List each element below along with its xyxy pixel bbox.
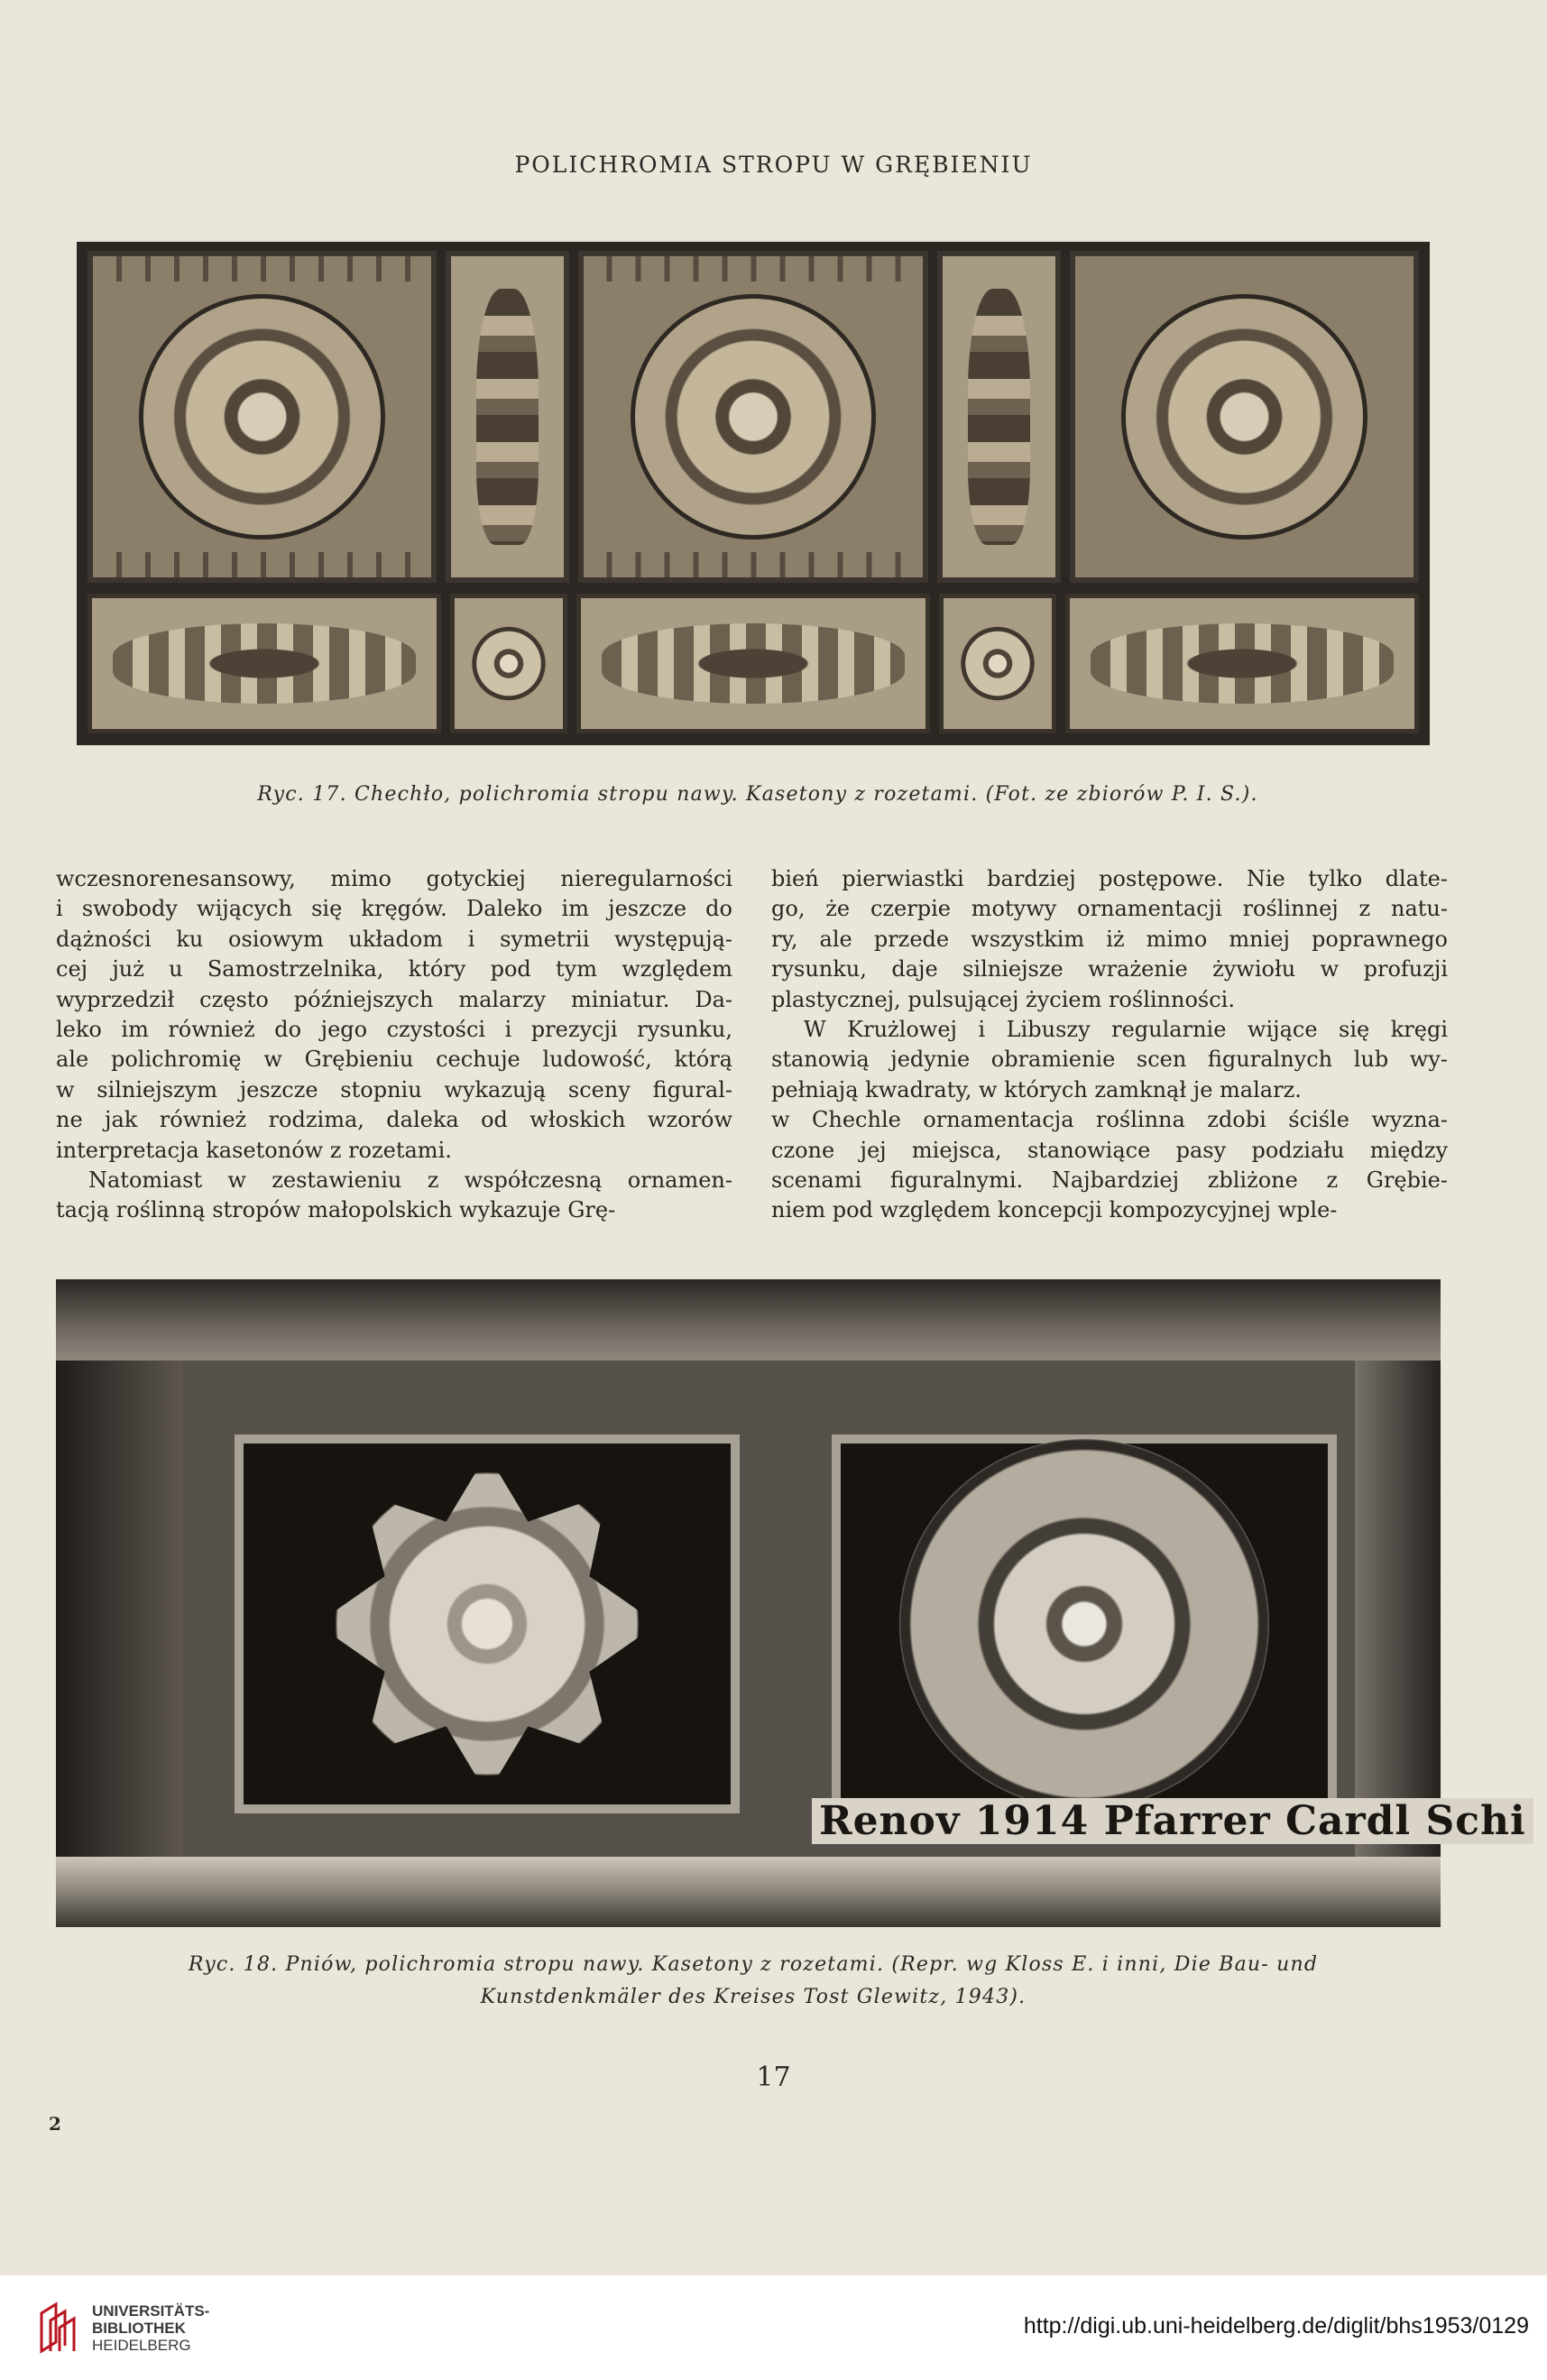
coffer-vertical-motif xyxy=(446,251,569,583)
figure-18-photo xyxy=(56,1279,1526,1927)
text-line: wczesnorenesansowy, mimo gotyckiej nieregularności xyxy=(56,866,732,891)
text-line: ale polichromię w Grębieniu cechuje ludowość, którą xyxy=(56,1047,732,1073)
rosette-ornament xyxy=(139,294,385,540)
text-line: bień pierwiastki bardziej postępowe. Nie tylko dlate- xyxy=(771,866,1448,891)
coffer-vertical-motif xyxy=(937,251,1061,583)
flower-rosette-ornament xyxy=(899,1439,1269,1809)
vine-ornament xyxy=(602,623,905,705)
small-rosette-ornament xyxy=(470,624,548,702)
text-line: cej już u Samostrzelnika, który pod tym względem xyxy=(56,956,732,982)
plant-motif xyxy=(968,289,1030,546)
library-footer xyxy=(0,2275,1547,2380)
vine-ornament xyxy=(1091,623,1394,705)
star-rosette-ornament xyxy=(317,1453,658,1794)
ceiling-beam-top xyxy=(56,1279,1441,1361)
text-line: niem pod względem koncepcji kompozycyjnej wple- xyxy=(771,1197,1338,1223)
figure-18-caption-line-2: Kunstdenkmäler des Kreises Tost Glewitz, 1943). xyxy=(480,1986,1027,2008)
coffer-panel-right xyxy=(832,1434,1337,1813)
ceiling-edge-right xyxy=(1355,1361,1441,1857)
page-number: 17 xyxy=(756,2062,791,2093)
text-line: pełniają kwadraty, w których zamknął je malarz. xyxy=(771,1076,1302,1102)
running-head: POLICHROMIA STROPU W GRĘBIENIU xyxy=(514,152,1033,178)
small-rosette-ornament xyxy=(959,624,1036,702)
text-line: go, że czerpie motywy ornamentacji roślinnej z natu- xyxy=(771,896,1448,922)
text-line: interpretacja kasetonów z rozetami. xyxy=(56,1137,452,1163)
coffer-row-bottom xyxy=(87,594,1419,733)
coffer-panel-left xyxy=(235,1434,740,1813)
text-line: plastycznej, pulsującej życiem roślinności. xyxy=(771,986,1235,1012)
text-line: scenami figuralnymi. Najbardziej zbliżone z Grębie- xyxy=(771,1167,1448,1194)
logo-line-1: UNIVERSITÄTS- xyxy=(92,2302,210,2320)
text-line: tacją roślinną stropów małopolskich wykazuje Grę- xyxy=(56,1197,616,1223)
body-column-left xyxy=(56,864,732,1226)
figure-17-caption: Ryc. 17. Chechło, polichromia stropu nawy. Kasetony z rozetami. (Fot. ze zbiorów P. I. S.). xyxy=(257,783,1258,806)
library-logo-text xyxy=(92,2302,209,2354)
figure-18-caption xyxy=(63,1949,1443,2014)
plant-motif xyxy=(476,289,539,546)
text-line: i swobody wijących się kręgów. Daleko im jeszcze do xyxy=(56,896,732,922)
rosette-ornament xyxy=(631,294,877,540)
coffer-vine xyxy=(87,594,441,733)
logo-line-2: BIBLIOTHEK xyxy=(92,2320,186,2337)
text-line: rysunku, daje silniejsze wrażenie żywiołu w profuzji xyxy=(771,956,1448,982)
painted-inscription: Renov 1914 Pfarrer Cardl Schi xyxy=(812,1798,1533,1844)
body-column-right xyxy=(771,864,1448,1226)
text-line: w Chechle ornamentacja roślinna zdobi ściśle wyzna- xyxy=(771,1107,1448,1133)
logo-line-3: HEIDELBERG xyxy=(92,2337,191,2354)
text-line: leko im również do jego czystości i prezycji rysunku, xyxy=(56,1017,732,1043)
text-line: ne jak również rodzima, daleka od włoskich wzorów xyxy=(56,1107,732,1133)
text-line: czone jej miejsca, stanowiące pasy podziału między xyxy=(771,1137,1448,1163)
vine-ornament xyxy=(113,623,416,705)
text-line: dążności ku osiowym układom i symetrii występują- xyxy=(56,926,732,952)
ceiling-edge-left xyxy=(56,1361,182,1857)
source-url-link[interactable]: http://digi.ub.uni-heidelberg.de/diglit/bhs1953/0129 xyxy=(1023,2313,1529,2338)
figure-17-photo xyxy=(77,242,1430,745)
text-line: wyprzedził często późniejszych malarzy miniatur. Da- xyxy=(56,986,732,1012)
text-line: Natomiast w zestawieniu z współczesną ornamen- xyxy=(88,1167,732,1194)
text-line: w silniejszym jeszcze stopniu wykazują sceny figural- xyxy=(56,1076,732,1102)
coffer-rosette xyxy=(87,251,437,583)
text-line: ry, ale przede wszystkim iż mimo mniej poprawnego xyxy=(771,926,1448,952)
ceiling-beam-bottom xyxy=(56,1857,1441,1927)
text-line: stanowią jedynie obramienie scen figuralnych lub wy- xyxy=(771,1047,1448,1073)
coffer-vine xyxy=(576,594,930,733)
signature-mark: 2 xyxy=(49,2113,61,2135)
coffer-vine xyxy=(1065,594,1419,733)
coffer-small-rosette xyxy=(939,594,1055,733)
coffer-rosette xyxy=(578,251,927,583)
figure-18-caption-line-1: Ryc. 18. Pniów, polichromia stropu nawy. Kasetony z rozetami. (Repr. wg Kloss E. i inni, Die Bau- und xyxy=(188,1953,1319,1976)
coffer-rosette xyxy=(1070,251,1419,583)
library-logo-icon xyxy=(36,2301,79,2355)
rosette-ornament xyxy=(1121,294,1367,540)
text-line: W Krużlowej i Libuszy regularnie wijące się kręgi xyxy=(804,1017,1448,1043)
coffer-small-rosette xyxy=(450,594,566,733)
coffer-row-top xyxy=(87,251,1419,583)
